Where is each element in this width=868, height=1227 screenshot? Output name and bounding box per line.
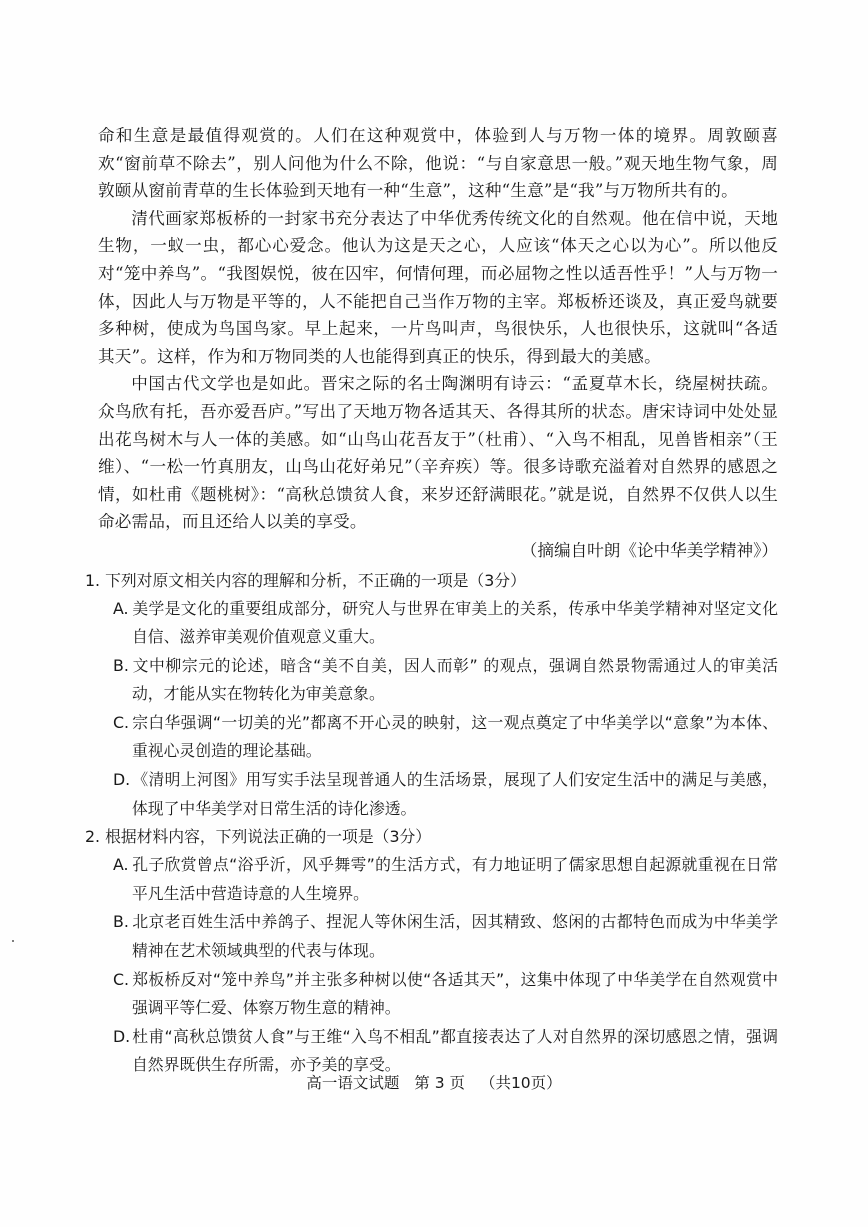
option-text: 北京老百姓生活中养鸽子、捏泥人等休闲生活，因其精致、悠闲的古都特色而成为中华美学精神在艺术领域典型的代表与体现。 [132, 912, 778, 961]
reading-passage [98, 122, 778, 565]
question-2-option-a [93, 851, 778, 908]
question-2-stem: 2. 根据材料内容，下列说法正确的一项是（3分） [85, 827, 432, 847]
question-1-option-c [93, 709, 778, 766]
question-2 [85, 823, 778, 1080]
footer-page-number: 第 3 页 [414, 1074, 465, 1092]
option-text: 美学是文化的重要组成部分，研究人与世界在审美上的关系，传承中华美学精神对坚定文化自信、滋养审美观价值观意义重大。 [132, 598, 778, 647]
option-text: 文中柳宗元的论述，暗含“美不自美，因人而彰” 的观点，强调自然景物需通过人的审美活动，才能从实在物转化为审美意象。 [132, 655, 778, 704]
option-text: 孔子欣赏曾点“浴乎沂，风乎舞雩”的生活方式，有力地证明了儒家思想自起源就重视在日常平凡生活中营造诗意的人生境界。 [132, 855, 778, 903]
page-footer [0, 1071, 868, 1093]
question-1-stem: 1. 下列对原文相关内容的理解和分析，不正确的一项是（3分） [85, 570, 526, 590]
question-1-option-b [93, 652, 778, 709]
option-letter: C. [113, 712, 130, 732]
option-letter: B. [113, 912, 129, 932]
question-2-option-b [93, 908, 778, 965]
scan-speck [12, 940, 14, 942]
passage-paragraph-3: 中国古代文学也是如此。晋宋之际的名士陶渊明有诗云：“孟夏草木长，绕屋树扶疏。众鸟欣有托，吾亦爱吾庐。”写出了天地万物各适其天、各得其所的状态。唐宋诗词中处处显出花鸟树木与人一体的美感。如“山鸟山花吾友于”（杜甫）、“入鸟不相乱，见兽皆相亲”（王维）、“一松一竹真朋友，山鸟山花好弟兄”（辛弃疾）等。很多诗歌充溢着对自然界的感恩之情，如杜甫《题桃树》：“高秋总馈贫人食，来岁还舒满眼花。”就是说，自然界不仅供人以生命必需品，而且还给人以美的享受。 [98, 374, 778, 532]
page-content [85, 122, 778, 1080]
passage-paragraph-2: 清代画家郑板桥的一封家书充分表达了中华优秀传统文化的自然观。他在信中说，天地生物，一蚁一虫，都心心爱念。他认为这是天之心，人应该“体天之心以为心”。所以他反对“笼中养鸟”。“我图娱悦，彼在囚牢，何情何理，而必屈物之性以适吾性乎！”人与万物一体，因此人与万物是平等的，人不能把自己当作万物的主宰。郑板桥还谈及，真正爱鸟就要多种树，使成为鸟国鸟家。早上起来，一片鸟叫声，鸟很快乐，人也很快乐，这就叫“各适其天”。这样，作为和万物同类的人也能得到真正的快乐，得到最大的美感。 [98, 208, 778, 366]
option-text: 《清明上河图》用写实手法呈现普通人的生活场景，展现了人们安定生活中的满足与美感，体现了中华美学对日常生活的诗化渗透。 [132, 770, 778, 818]
passage-paragraph-1: 命和生意是最值得观赏的。人们在这种观赏中，体验到人与万物一体的境界。周敦颐喜欢“窗前草不除去”，别人问他为什么不除，他说：“与自家意思一般。”观天地生物气象，周敦颐从窗前青草的生长体验到天地有一种“生意”，这种“生意”是“我”与万物所共有的。 [98, 126, 778, 201]
passage-source: （摘编自叶朗《论中华美学精神》） [520, 540, 778, 560]
option-letter: C. [113, 969, 130, 989]
option-letter: B. [113, 655, 129, 675]
question-2-option-c [93, 966, 778, 1023]
option-letter: A. [113, 855, 129, 875]
option-text: 宗白华强调“一切美的光”都离不开心灵的映射，这一观点奠定了中华美学以“意象”为本体、重视心灵创造的理论基础。 [132, 712, 778, 761]
question-1 [85, 567, 778, 824]
option-letter: A. [113, 598, 129, 618]
option-text: 杜甫“高秋总馈贫人食”与王维“入鸟不相乱”都直接表达了人对自然界的深切感恩之情，强调自然界既供生存所需，亦予美的享受。 [132, 1026, 778, 1075]
footer-page-total: （共10页） [479, 1074, 562, 1092]
question-1-option-d [93, 766, 778, 823]
option-letter: D. [113, 770, 131, 790]
option-letter: D. [113, 1026, 131, 1046]
footer-title: 高一语文试题 [306, 1074, 400, 1092]
question-1-option-a [93, 595, 778, 652]
option-text: 郑板桥反对“笼中养鸟”并主张多种树以使“各适其天”，这集中体现了中华美学在自然观赏中强调平等仁爱、体察万物生意的精神。 [132, 969, 778, 1018]
